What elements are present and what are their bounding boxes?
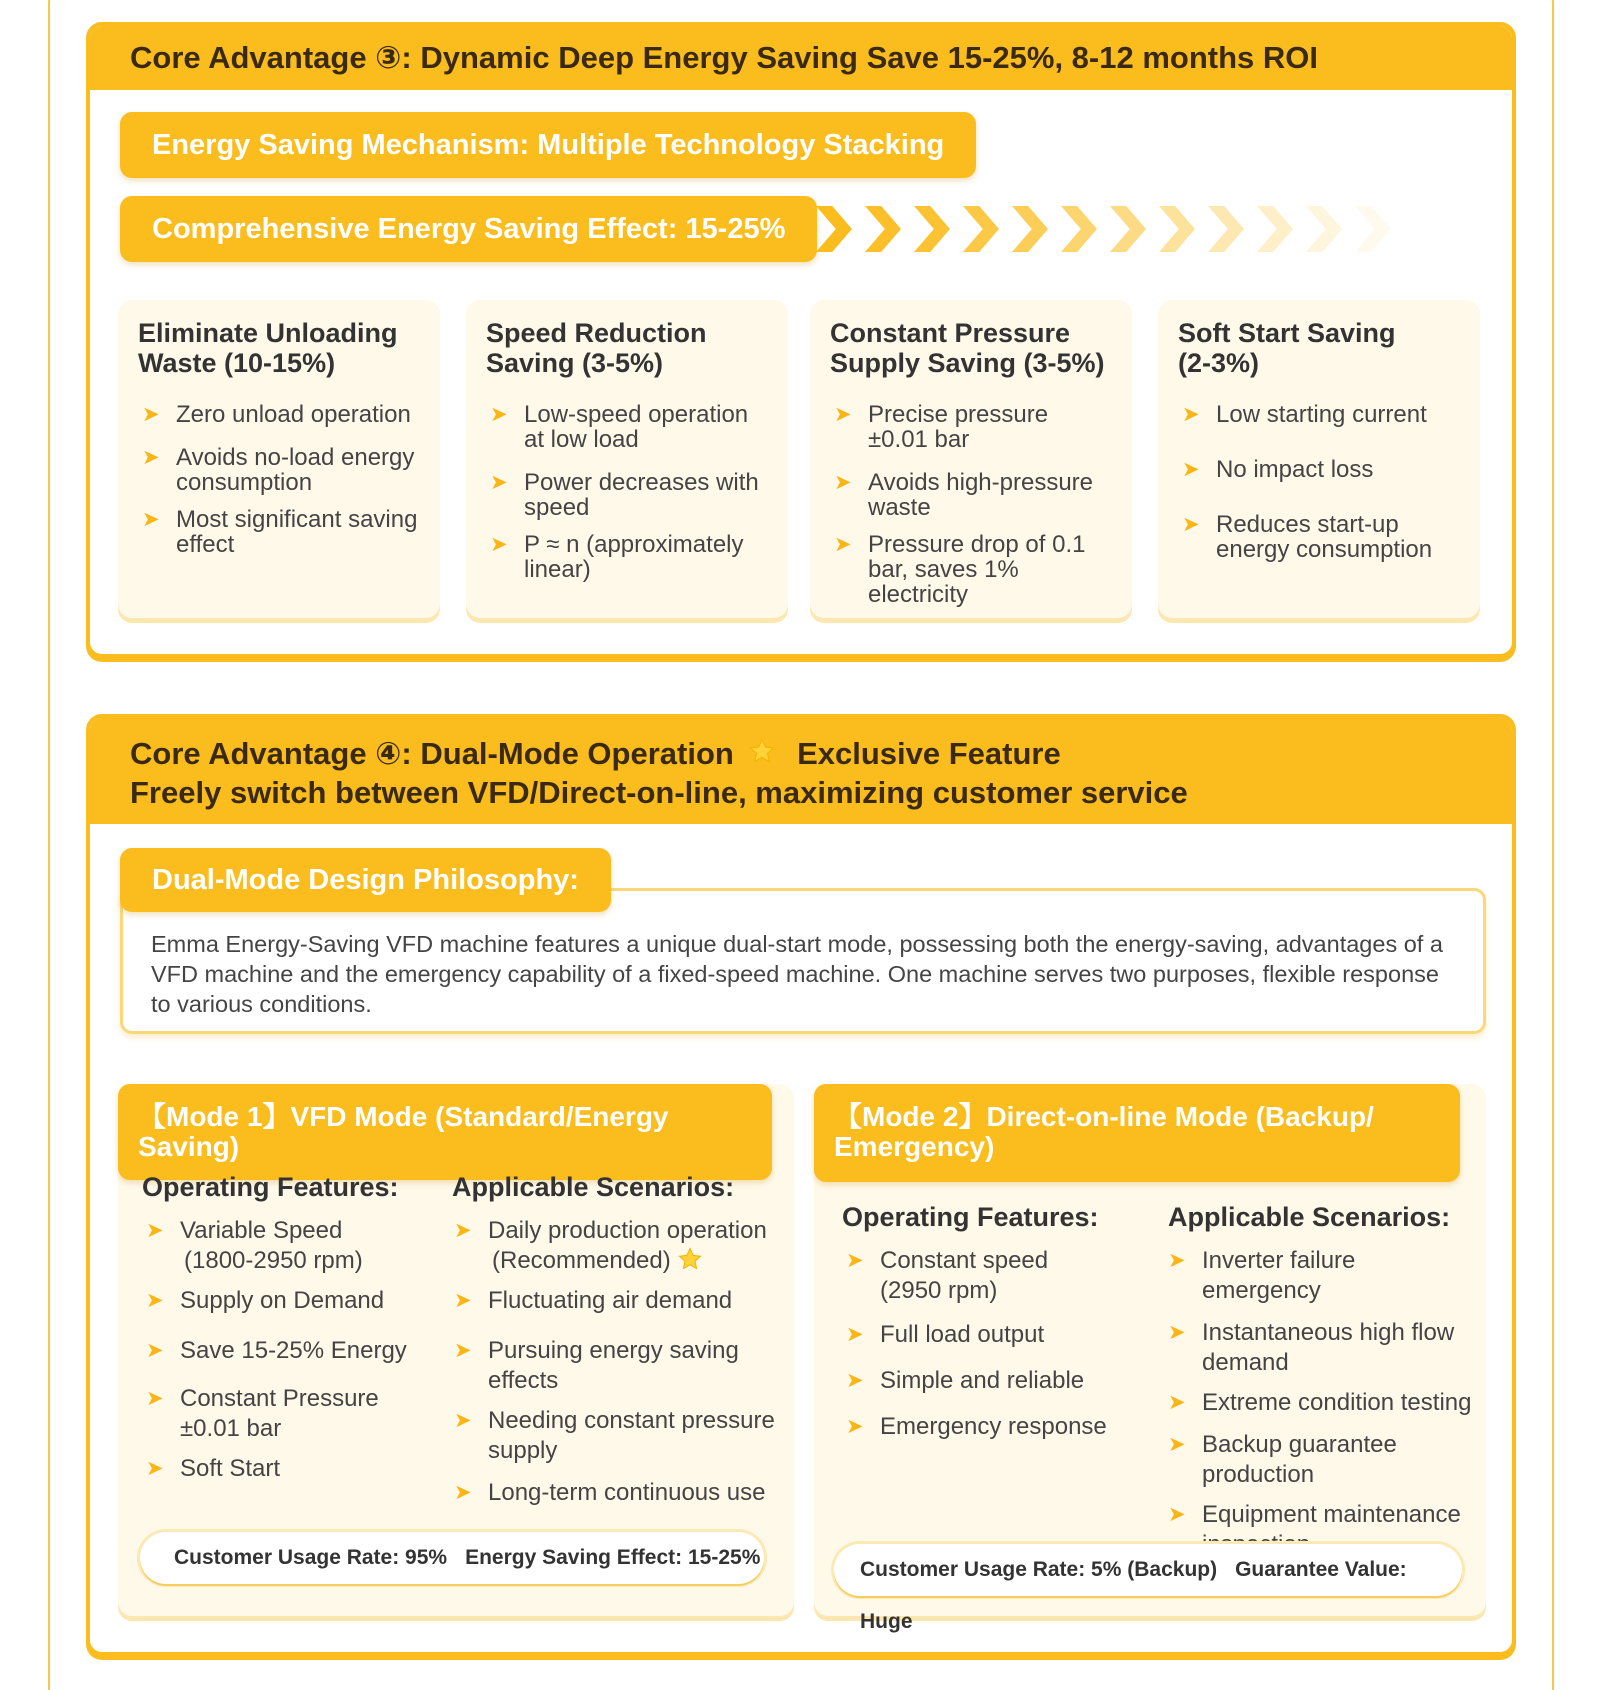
list-item: ➤ Save 15-25% Energy: [142, 1336, 422, 1366]
chevron-right-icon: [1257, 206, 1293, 252]
card-title-line: Supply Saving (3-5%): [830, 348, 1105, 378]
list-item: [450, 1336, 784, 1396]
list-item: ➤ Full load output: [842, 1320, 1142, 1350]
exclusive-label: Exclusive Feature: [797, 736, 1061, 771]
list-item: [1164, 1430, 1480, 1490]
features-list: [142, 1216, 422, 1484]
list-item: ➤ Soft Start: [142, 1454, 422, 1484]
list-item-line: supply: [488, 1437, 558, 1464]
recommended-text: (Recommended): [492, 1247, 671, 1274]
features-title: Operating Features:: [842, 1202, 1099, 1232]
list-item: ➤ No impact loss: [1178, 457, 1460, 482]
chevron-right-icon: [963, 206, 999, 252]
card-title-line: Speed Reduction: [486, 318, 707, 348]
list-item: ➤ Supply on Demand: [142, 1286, 422, 1316]
star-icon: [677, 1247, 703, 1271]
chevron-right-icon: [1306, 206, 1342, 252]
chevron-right-icon: [1355, 206, 1391, 252]
scenarios-title: Applicable Scenarios:: [452, 1172, 735, 1202]
list-item: [142, 1216, 422, 1276]
card-title-line: Soft Start Saving: [1178, 318, 1396, 348]
mechanism-label: Energy Saving Mechanism: Multiple Technology Stacking: [120, 112, 976, 178]
list-item: ➤ Emergency response: [842, 1412, 1142, 1442]
philosophy-text: Emma Energy-Saving VFD machine features a unique dual-start mode, possessing both the energy-saving, advantages of a VFD machine and the emergency capability of a fixed-speed machine. One machine serves two purposes, flexible response to various conditions.: [151, 931, 1443, 1017]
list-item: ➤ Extreme condition testing: [1164, 1388, 1480, 1418]
advantage-3-section: [86, 22, 1516, 658]
philosophy-label: Dual-Mode Design Philosophy:: [120, 848, 611, 912]
saving-card-pressure: [810, 300, 1132, 618]
card-title-line: (2-3%): [1178, 348, 1260, 378]
list-item: ➤ Long-term continuous use: [450, 1478, 784, 1508]
advantage-4-section: [86, 714, 1516, 1656]
list-item: [142, 1384, 422, 1444]
star-icon: [742, 734, 782, 773]
scenarios-list: [1164, 1246, 1480, 1560]
list-item-line: effects: [488, 1367, 559, 1394]
list-item: [1164, 1318, 1480, 1378]
card-bullet-list: [1178, 402, 1460, 562]
card-title-line: Waste (10-15%): [138, 348, 336, 378]
list-item: ➤ Low starting current: [1178, 402, 1460, 427]
energy-effect: Energy Saving Effect: 15-25%: [465, 1546, 761, 1569]
chevron-right-icon: [865, 206, 901, 252]
list-item: ➤ Low-speed operation at low load: [486, 402, 768, 452]
list-item: ➤ Pressure drop of 0.1 bar, saves 1% electricity: [830, 532, 1112, 607]
mode-1-title: 【Mode 1】VFD Mode (Standard/Energy Saving): [118, 1084, 772, 1180]
advantage-3-title: Core Advantage ③: Dynamic Deep Energy Saving Save 15-25%, 8-12 months ROI: [90, 26, 1512, 90]
chevron-right-icon: [816, 206, 852, 252]
list-item-line: production: [1202, 1461, 1315, 1488]
saving-card-softstart: [1158, 300, 1480, 618]
list-item: ➤ P ≈ n (approximately linear): [486, 532, 768, 582]
card-title: [830, 318, 1112, 378]
list-item: ➤ Power decreases with speed: [486, 470, 768, 520]
mode-2-stats: [834, 1544, 1462, 1633]
card-bullet-list: [486, 402, 768, 582]
list-item: ➤ Zero unload operation: [138, 402, 420, 427]
list-item: ➤ Fluctuating air demand: [450, 1286, 784, 1316]
card-title: [486, 318, 768, 378]
usage-rate: Customer Usage Rate: 95%: [174, 1546, 448, 1569]
mode-2-title: [814, 1084, 1460, 1182]
card-title-line: Eliminate Unloading: [138, 318, 398, 348]
list-item: [842, 1246, 1142, 1306]
list-item-line: ➤ Instantaneous high flow: [1202, 1319, 1455, 1346]
list-item-line: ±0.01 bar: [180, 1415, 282, 1442]
list-item: ➤ Simple and reliable: [842, 1366, 1142, 1396]
list-item-line: ➤ Pursuing energy saving: [488, 1337, 739, 1364]
list-item-line: ➤ Variable Speed: [180, 1217, 343, 1244]
list-item-line: (2950 rpm): [880, 1277, 998, 1304]
scenarios-list: [450, 1216, 784, 1508]
list-item: ➤ Reduces start-up energy consumption: [1178, 512, 1460, 562]
chevron-right-icon: [1208, 206, 1244, 252]
list-item: ➤ Most significant saving effect: [138, 507, 420, 557]
chevron-right-icon: [1061, 206, 1097, 252]
list-item: [450, 1406, 784, 1466]
mode-1-stats: [140, 1532, 764, 1584]
mode-1-card: [118, 1084, 794, 1616]
advantage-4-header: [90, 718, 1512, 824]
list-item: [450, 1216, 784, 1276]
usage-rate: Customer Usage Rate: 5% (Backup): [860, 1558, 1218, 1581]
list-item-line: ➤ Constant speed: [880, 1247, 1049, 1274]
mode-2-title-line: Emergency): [834, 1131, 995, 1162]
card-bullet-list: [138, 402, 420, 557]
features-list: [842, 1246, 1142, 1442]
list-item-line: ➤ Daily production operation: [488, 1217, 767, 1244]
chevron-right-icon: [1159, 206, 1195, 252]
title-text: Core Advantage ④: Dual-Mode Operation: [130, 736, 734, 771]
card-bullet-list: [830, 402, 1112, 607]
card-title: [1178, 318, 1460, 378]
list-item: ➤ Precise pressure ±0.01 bar: [830, 402, 1112, 452]
features-title: Operating Features:: [142, 1172, 399, 1202]
list-item-line: ➤ Needing constant pressure: [488, 1407, 775, 1434]
mode-2-title-line: 【Mode 2】Direct-on-line Mode (Backup/: [834, 1101, 1374, 1132]
list-item: ➤ Avoids high-pressure waste: [830, 470, 1112, 520]
advantage-4-title: [130, 734, 1472, 773]
guarantee-value: Guarantee Value: Huge: [860, 1558, 1407, 1633]
chevron-right-icon: [1110, 206, 1146, 252]
card-title-line: Saving (3-5%): [486, 348, 664, 378]
list-item-line: [488, 1246, 784, 1276]
card-title: [138, 318, 420, 378]
effect-label: Comprehensive Energy Saving Effect: 15-25%: [120, 196, 817, 262]
chevron-right-icon: [1012, 206, 1048, 252]
list-item-line: (1800-2950 rpm): [184, 1247, 363, 1274]
chevron-right-icon: [914, 206, 950, 252]
card-title-line: Constant Pressure: [830, 318, 1071, 348]
advantage-4-subtitle: Freely switch between VFD/Direct-on-line, maximizing customer service: [130, 775, 1188, 810]
saving-card-speed: [466, 300, 788, 618]
list-item-line: ➤ Equipment maintenance: [1202, 1501, 1461, 1528]
list-item-line: demand: [1202, 1349, 1289, 1376]
list-item-line: ➤ Constant Pressure: [180, 1385, 379, 1412]
scenarios-title: Applicable Scenarios:: [1168, 1202, 1451, 1232]
chevron-arrows-icon: [816, 206, 1404, 252]
list-item: ➤ Inverter failure emergency: [1164, 1246, 1480, 1306]
list-item: ➤ Avoids no-load energy consumption: [138, 445, 420, 495]
list-item-line: ➤ Backup guarantee: [1202, 1431, 1397, 1458]
mode-2-card: [814, 1084, 1486, 1633]
saving-card-unloading: [118, 300, 440, 618]
